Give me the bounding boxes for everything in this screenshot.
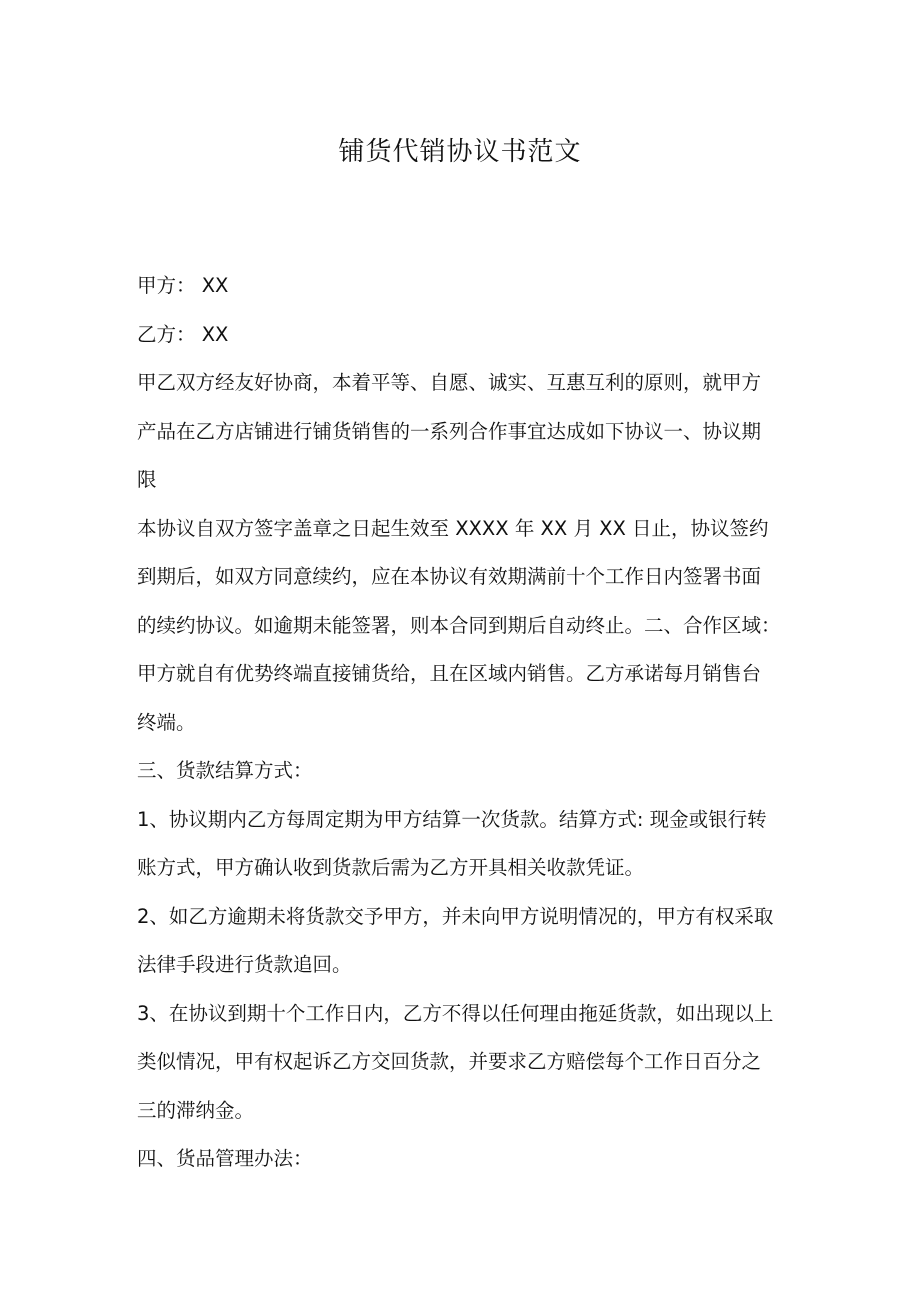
term-paragraph-line: 本协议自双方签字盖章之日起生效至 XXXX 年 XX 月 XX 日止，协议签约 — [137, 516, 769, 540]
preamble-line: 甲乙双方经友好协商，本着平等、自愿、诚实、互惠互利的原则，就甲方 — [137, 371, 762, 394]
term-paragraph-line: 的续约协议。如逾期未能签署，则本合同到期后自动终止。二、合作区域： — [137, 613, 781, 637]
payment-clause-line: 2、如乙方逾期未将货款交予甲方，并未向甲方说明情况的，甲方有权采取 — [137, 904, 774, 928]
payment-clause-line: 类似情况，甲有权起诉乙方交回货款，并要求乙方赔偿每个工作日百分之 — [137, 1050, 762, 1073]
payment-clause-line: 三的滞纳金。 — [137, 1098, 255, 1122]
preamble-line: 产品在乙方店铺进行铺货销售的一系列合作事宜达成如下协议一、协议期 — [137, 419, 762, 443]
document-title: 铺货代销协议书范文 — [338, 137, 582, 167]
payment-clause-line: 3、在协议到期十个工作日内，乙方不得以任何理由拖延货款，如出现以上 — [137, 1001, 774, 1025]
preamble-line: 限 — [137, 468, 157, 491]
area-paragraph-line: 甲方就自有优势终端直接铺货给，且在区域内销售。乙方承诺每月销售台 — [137, 662, 762, 685]
payment-clause-line: 1、协议期内乙方每周定期为甲方结算一次货款。结算方式: 现金或银行转 — [137, 807, 767, 831]
term-paragraph-line: 到期后，如双方同意续约，应在本协议有效期满前十个工作日内签署书面 — [137, 565, 762, 588]
payment-clause-line: 账方式，甲方确认收到货款后需为乙方开具相关收款凭证。 — [137, 856, 645, 879]
party-a-line: 甲方： XX — [137, 274, 229, 297]
section-heading-goods: 四、货品管理办法： — [137, 1147, 313, 1170]
party-b-line: 乙方： XX — [137, 322, 229, 346]
payment-clause-line: 法律手段进行货款追回。 — [137, 953, 352, 976]
document-body — [137, 262, 797, 1184]
section-heading-payment: 三、货款结算方式： — [137, 759, 313, 782]
area-paragraph-line: 终端。 — [137, 710, 196, 734]
